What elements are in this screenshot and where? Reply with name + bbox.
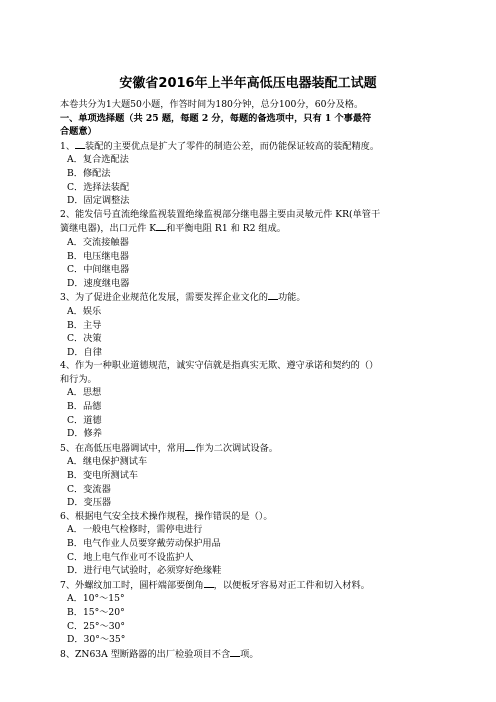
- answer-blank: [204, 578, 214, 588]
- option-c: C．选择法装配: [67, 181, 130, 193]
- question-text: 簧继电器)，出口元件 K: [60, 223, 157, 235]
- question-2: 2、能发信号直流绝缘监视装置绝缘监視部分继电器主要由灵敏元件 KR(单管干: [60, 208, 381, 220]
- option-b: B．电气作业人员要穿戴劳动保护用品: [67, 538, 221, 549]
- option-a: A．交流接触器: [67, 236, 129, 248]
- question-text: 5、在高低压电器调试中，常用: [60, 442, 186, 454]
- question-text: 8、ZN63A 型断路器的出厂检验项目不含: [60, 648, 231, 660]
- option-c: C．地上电气作业可不设监护人: [67, 551, 194, 563]
- option-b: B．品德: [67, 401, 102, 413]
- option-c: C．中间继电器: [67, 264, 130, 276]
- question-6: 6、根据电气安全技术操作规程，操作错误的是（）。: [60, 510, 273, 522]
- question-number: 1、: [60, 140, 76, 152]
- document-body: [60, 98, 440, 661]
- option-a: A．娱乐: [67, 305, 102, 317]
- option-d: D．固定调整法: [67, 195, 130, 207]
- section-heading-cont: 合题意）: [60, 126, 97, 138]
- question-8: [60, 647, 440, 662]
- option-d: D．进行电气试验时，必须穿好绝缘鞋: [67, 565, 222, 577]
- question-text: 3、为了促进企业规范化发展，需要发挥企业文化的: [60, 292, 268, 304]
- question-text: 和平衡电阻 R1 和 R2 组成。: [166, 223, 286, 235]
- question-text: ，以便板牙容易对正工件和切入材料。: [213, 579, 370, 591]
- question-text: 作为二次调试设备。: [195, 442, 278, 454]
- option-a: A．思想: [67, 387, 102, 399]
- option-d: D．修养: [67, 428, 102, 440]
- question-text: 7、外螺纹加工时，圆杆端部要倒角: [60, 579, 204, 591]
- question-3: [60, 290, 440, 305]
- exam-intro: 本卷共分为1大题50小题，作答时间为180分钟，总分100分，60分及格。: [60, 99, 364, 110]
- section-heading: 一、单项选择题（共 25 题，每题 2 分，每题的备选项中，只有 1 个事最符: [60, 112, 372, 124]
- question-1: [60, 139, 440, 154]
- option-b: B．修配法: [67, 167, 111, 179]
- option-c: C．决策: [67, 333, 102, 345]
- option-b: B．电压继电器: [67, 250, 129, 262]
- option-a: A．继电保护测试车: [67, 456, 148, 468]
- option-b: B．主导: [67, 319, 102, 331]
- option-d: D．30°～35°: [67, 634, 126, 646]
- option-c: C．变流器: [67, 483, 111, 495]
- answer-blank: [156, 221, 166, 231]
- answer-blank: [185, 441, 195, 451]
- question-text: 项。: [240, 648, 259, 660]
- question-2-cont: [60, 221, 440, 236]
- option-c: C．25°～30°: [67, 620, 125, 632]
- question-4-cont: 和行为。: [60, 373, 97, 385]
- answer-blank: [230, 647, 240, 657]
- answer-blank: [75, 139, 85, 149]
- question-5: [60, 441, 440, 456]
- question-text: 装配的主要优点是扩大了零件的制造公差，而仍能保证较高的装配精度。: [85, 140, 380, 152]
- option-b: B．变电所测试车: [67, 470, 139, 482]
- option-c: C．道德: [67, 414, 102, 426]
- option-b: B．15°～20°: [67, 606, 125, 618]
- question-7: [60, 578, 440, 593]
- option-a: A．复合选配法: [67, 154, 129, 166]
- option-a: A．一般电气检修时，需停电进行: [67, 524, 203, 536]
- option-a: A．10°～15°: [67, 593, 125, 605]
- option-d: D．变压器: [67, 497, 112, 509]
- option-d: D．自律: [67, 346, 102, 358]
- question-4: 4、作为一种职业道德规范，诚实守信就是指真实无欺、遵守承诺和契约的（）: [60, 360, 379, 372]
- question-text: 功能。: [277, 292, 306, 304]
- answer-blank: [268, 290, 278, 300]
- page-title: 安徽省2016年上半年高低压电器装配工试题: [119, 76, 377, 91]
- option-d: D．速度继电器: [67, 277, 130, 289]
